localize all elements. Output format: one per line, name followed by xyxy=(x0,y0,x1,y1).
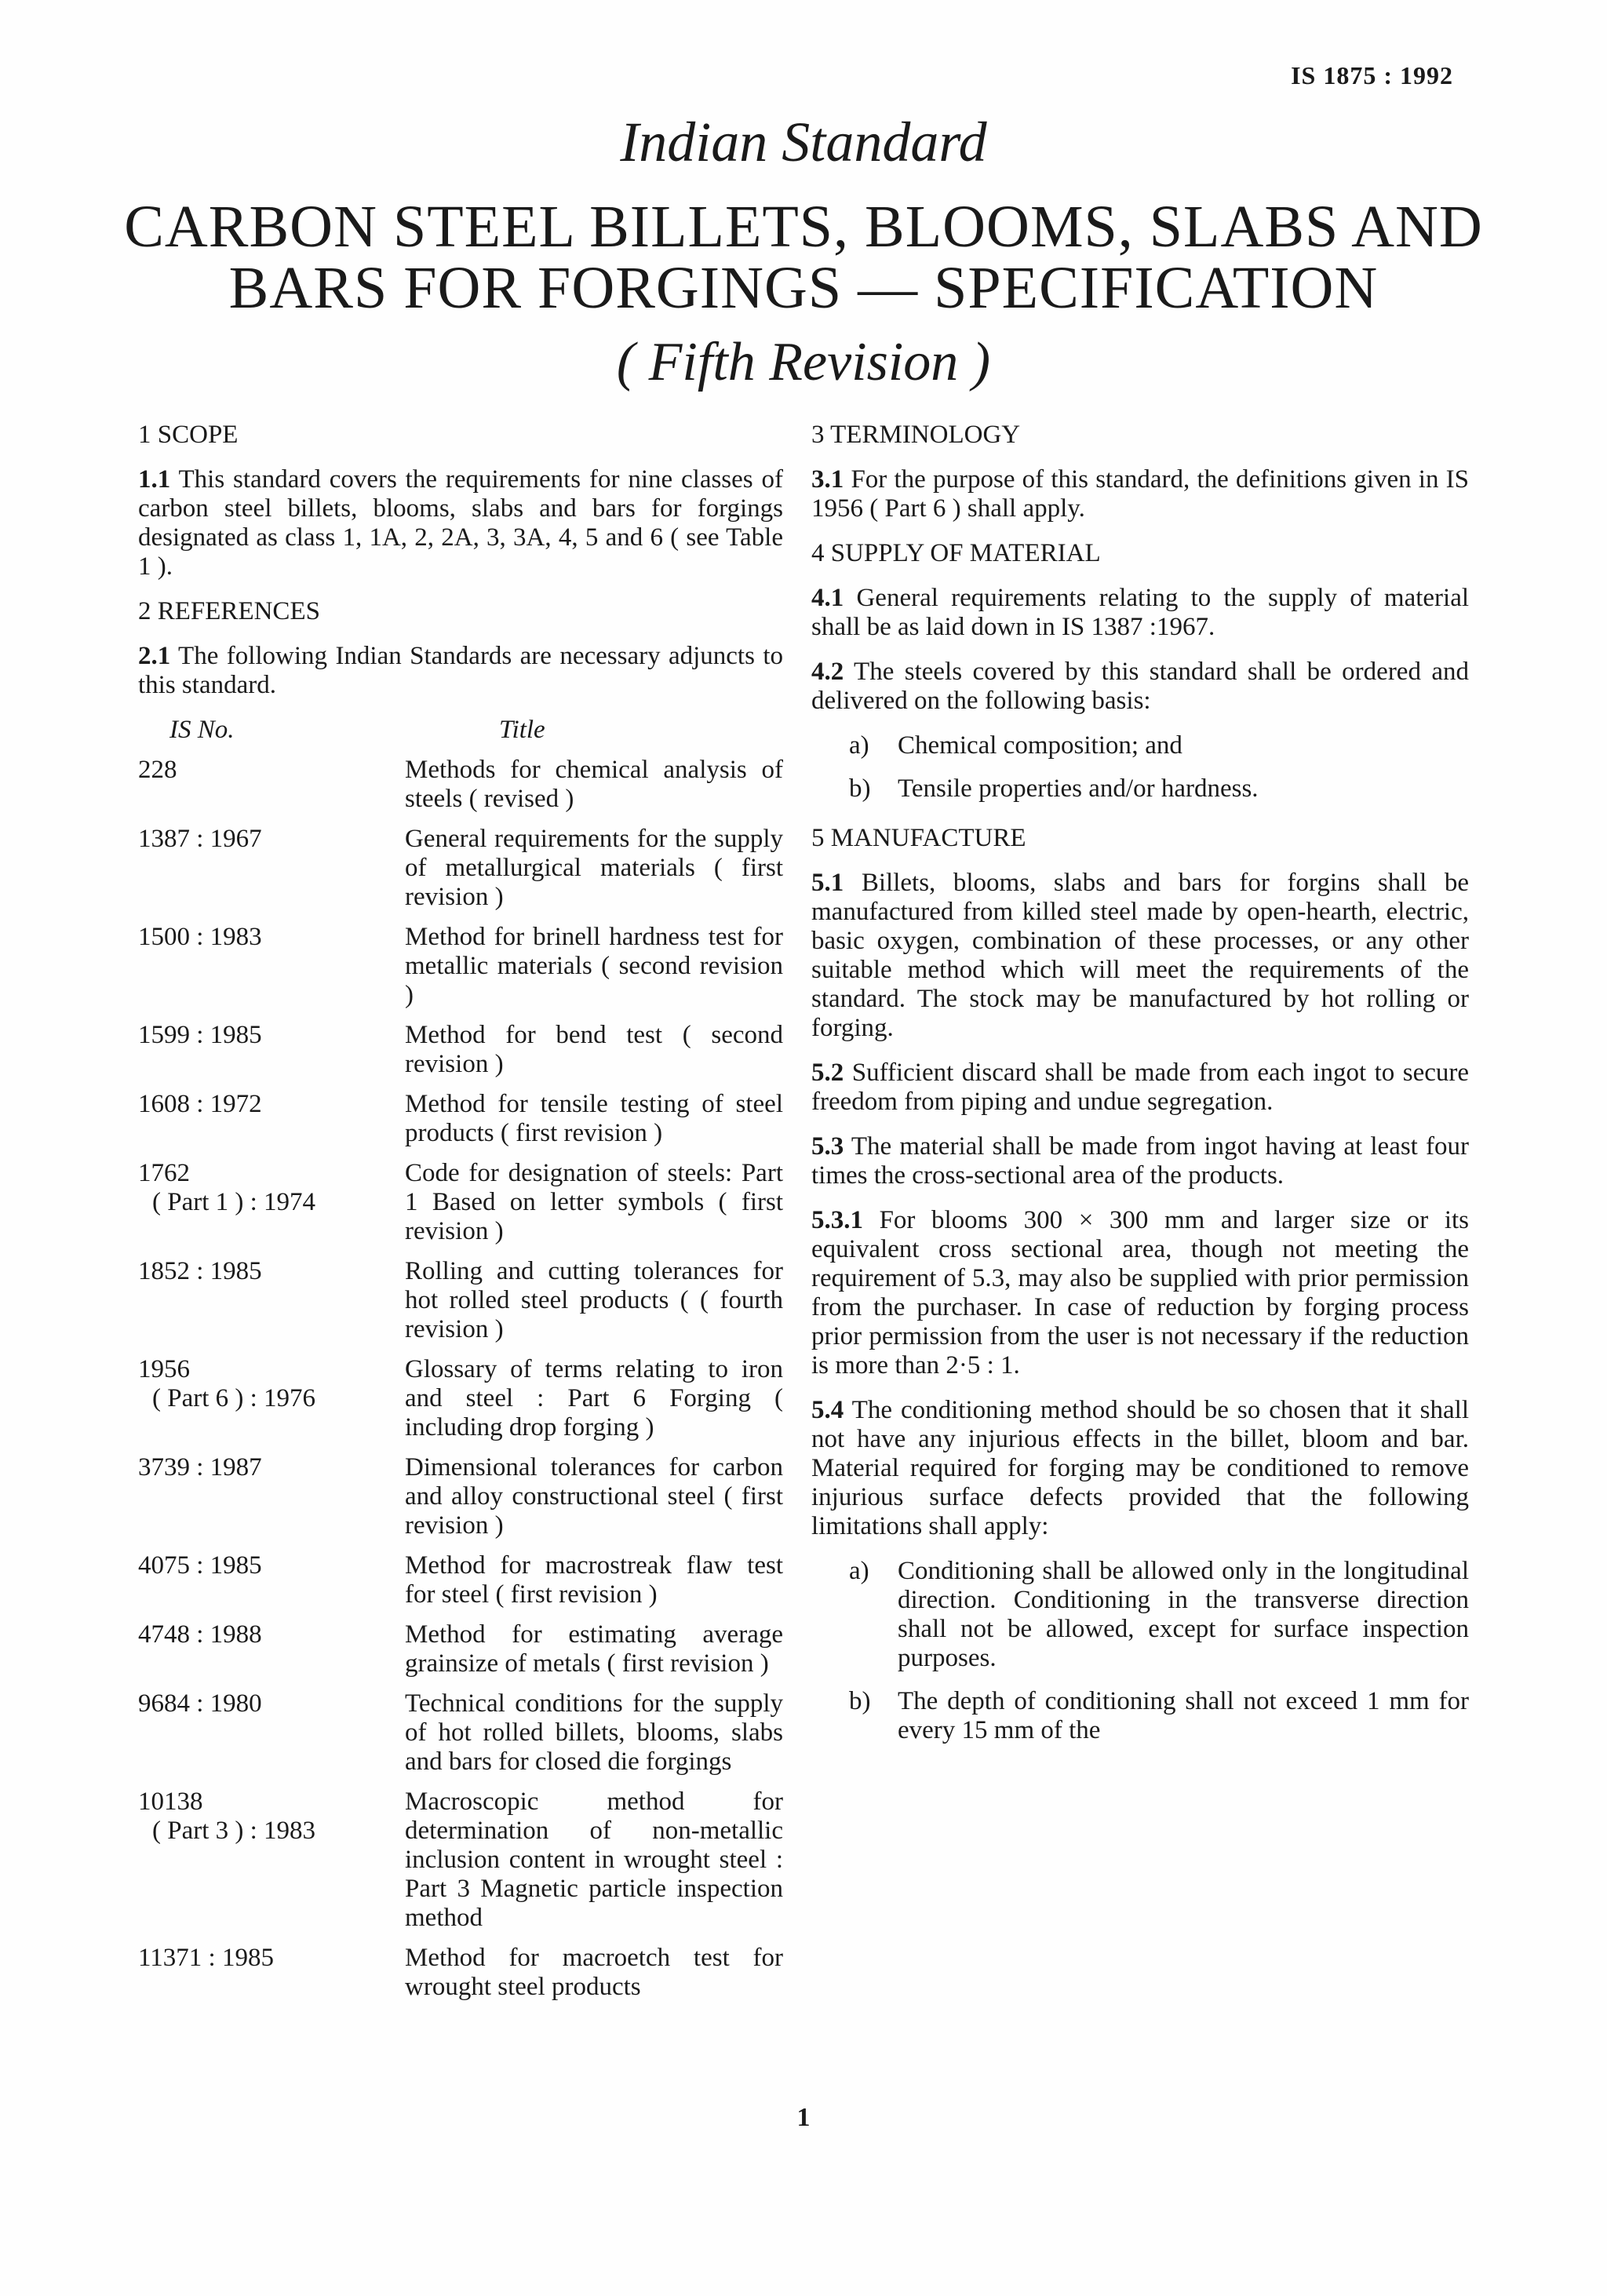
reference-number xyxy=(138,923,405,1010)
document-title xyxy=(0,196,1607,319)
clause-2-1: 2.1 The following Indian Standards are necessary adjuncts to this standard. xyxy=(138,642,783,699)
clause-5-3: 5.3 The material shall be made from ingot having at least four times the cross-sectional area of the products. xyxy=(811,1132,1470,1190)
manufacture-heading: 5 MANUFACTURE xyxy=(811,824,1026,852)
reference-title: Method for estimating average grainsize of metals ( first revision ) xyxy=(405,1620,783,1678)
reference-number-line: 4075 : 1985 xyxy=(138,1551,262,1580)
reference-title: Macroscopic method for determination of non-metallic inclusion content in wrought steel : Part 3 Magnetic particle inspection method xyxy=(405,1788,783,1932)
table-row xyxy=(138,1788,783,1933)
reference-title: Methods for chemical analysis of steels ( revised ) xyxy=(405,756,783,813)
list-item-4-2-a: a) Chemical composition; and xyxy=(849,731,1182,760)
reference-title: Code for designation of steels: Part 1 Based on letter symbols ( first revision ) xyxy=(405,1159,783,1245)
right-column xyxy=(811,421,1469,1759)
references-table xyxy=(138,716,783,2002)
reference-number-line: 1387 : 1967 xyxy=(138,825,262,853)
list-item-5-4-a: a) Conditioning shall be allowed only in the longitudinal direction. Conditioning in the transverse direction shall not be allowed, except for surface inspection purposes. xyxy=(849,1557,1469,1672)
reference-title: Rolling and cutting tolerances for hot rolled steel products ( ( fourth revision ) xyxy=(405,1257,783,1343)
reference-number-line: 11371 : 1985 xyxy=(138,1944,274,1972)
table-row xyxy=(138,825,783,912)
reference-number-line: 1608 : 1972 xyxy=(138,1090,262,1118)
supply-heading: 4 SUPPLY OF MATERIAL xyxy=(811,539,1101,567)
table-row xyxy=(138,1453,783,1540)
reference-title: Method for tensile testing of steel products ( first revision ) xyxy=(405,1090,783,1147)
reference-number xyxy=(138,1551,405,1609)
title-line-1: CARBON STEEL BILLETS, BLOOMS, SLABS AND xyxy=(124,194,1483,260)
reference-title: Method for macrostreak flaw test for steel ( first revision ) xyxy=(405,1551,783,1609)
reference-number xyxy=(138,1257,405,1344)
title-line-2: BARS FOR FORGINGS — SPECIFICATION xyxy=(228,255,1379,321)
reference-number xyxy=(138,1788,405,1933)
reference-number xyxy=(138,1944,405,2002)
list-item-5-4-b: b) The depth of conditioning shall not exceed 1 mm for every 15 mm of the xyxy=(849,1687,1469,1744)
reference-number-line: 228 xyxy=(138,756,177,784)
reference-title: Method for brinell hardness test for metallic materials ( second revision ) xyxy=(405,923,783,1009)
table-row xyxy=(138,1551,783,1609)
reference-number xyxy=(138,756,405,814)
reference-number-line: 1852 : 1985 xyxy=(138,1257,262,1285)
clause-5-4: 5.4 The conditioning method should be so chosen that it shall not have any injurious effects in the billet, bloom and bar. Material required for forging may be conditioned to remove injurious surface defects provided that the following limitations shall apply: xyxy=(811,1396,1469,1540)
reference-number-line: 9684 : 1980 xyxy=(138,1689,262,1718)
reference-number xyxy=(138,1090,405,1148)
standard-number: IS 1875 : 1992 xyxy=(1291,61,1453,89)
reference-number-line: 1762 xyxy=(138,1159,190,1187)
reference-number xyxy=(138,1689,405,1777)
column-header-is-no: IS No. xyxy=(169,716,235,744)
reference-title: Method for macroetch test for wrought steel products xyxy=(405,1944,783,2001)
reference-number xyxy=(138,1453,405,1540)
reference-number-line: 1500 : 1983 xyxy=(138,923,262,951)
clause-5-1: 5.1 Billets, blooms, slabs and bars for forgins shall be manufactured from killed steel made by open-hearth, electric, basic oxygen, combination of these processes, or any other suitable method which will meet the requirements of the standard. The stock may be manufactured by hot rolling or forging. xyxy=(811,869,1470,1042)
table-row xyxy=(138,1257,783,1344)
references-table-header xyxy=(138,716,783,745)
reference-part: ( Part 6 ) : 1976 xyxy=(152,1384,316,1412)
reference-number xyxy=(138,825,405,912)
left-column xyxy=(138,421,783,2013)
reference-number xyxy=(138,1355,405,1442)
document-subtitle: Indian Standard xyxy=(620,111,987,173)
reference-title: Technical conditions for the supply of hot rolled billets, blooms, slabs and bars for closed die forgings xyxy=(405,1689,783,1776)
clause-5-2: 5.2 Sufficient discard shall be made from each ingot to secure freedom from piping and undue segregation. xyxy=(811,1059,1469,1116)
terminology-heading: 3 TERMINOLOGY xyxy=(811,421,1021,449)
clause-4-2: 4.2 The steels covered by this standard shall be ordered and delivered on the following basis: xyxy=(811,658,1469,715)
table-row xyxy=(138,1090,783,1148)
clause-1-1: 1.1 This standard covers the requirements for nine classes of carbon steel billets, blooms, slabs and bars for forgings designated as class 1, 1A, 2, 2A, 3, 3A, 4, 5 and 6 ( see Table 1 ). xyxy=(138,465,783,581)
reference-number-line: 10138 xyxy=(138,1788,203,1816)
reference-number xyxy=(138,1021,405,1079)
reference-title: Glossary of terms relating to iron and steel : Part 6 Forging ( including drop forging ) xyxy=(405,1355,783,1441)
revision-label: ( Fifth Revision ) xyxy=(616,332,991,392)
reference-number xyxy=(138,1159,405,1246)
reference-part: ( Part 3 ) : 1983 xyxy=(152,1817,316,1845)
reference-number xyxy=(138,1620,405,1678)
reference-part: ( Part 1 ) : 1974 xyxy=(152,1188,316,1216)
table-row xyxy=(138,923,783,1010)
table-row xyxy=(138,1021,783,1079)
table-row xyxy=(138,756,783,814)
table-row xyxy=(138,1620,783,1678)
column-header-title: Title xyxy=(499,716,545,744)
table-row xyxy=(138,1689,783,1777)
clause-5-3-1: 5.3.1 For blooms 300 × 300 mm and larger size or its equivalent cross sectional area, though not meeting the requirement of 5.3, may also be supplied with prior permission from the purchaser. In case of reduction by forging process prior permission from the user is not necessary if the reduction is more than 2·5 : 1. xyxy=(811,1206,1470,1379)
references-table-body xyxy=(138,756,783,2002)
reference-number-line: 4748 : 1988 xyxy=(138,1620,262,1649)
reference-title: Dimensional tolerances for carbon and alloy constructional steel ( first revision ) xyxy=(405,1453,783,1540)
reference-number-line: 3739 : 1987 xyxy=(138,1453,262,1481)
list-item-4-2-b: b) Tensile properties and/or hardness. xyxy=(849,774,1259,803)
page-number: 1 xyxy=(796,2103,811,2132)
clause-4-1: 4.1 General requirements relating to the supply of material shall be as laid down in IS 1387 :1967. xyxy=(811,584,1470,641)
reference-title: General requirements for the supply of metallurgical materials ( first revision ) xyxy=(405,825,783,911)
references-heading: 2 REFERENCES xyxy=(138,597,320,625)
clause-3-1: 3.1 For the purpose of this standard, the definitions given in IS 1956 ( Part 6 ) shall apply. xyxy=(811,465,1469,523)
reference-number-line: 1956 xyxy=(138,1355,190,1383)
scope-heading: 1 SCOPE xyxy=(138,421,239,449)
reference-number-line: 1599 : 1985 xyxy=(138,1021,262,1049)
reference-title: Method for bend test ( second revision ) xyxy=(405,1021,783,1078)
table-row xyxy=(138,1159,783,1246)
table-row xyxy=(138,1355,783,1442)
table-row xyxy=(138,1944,783,2002)
